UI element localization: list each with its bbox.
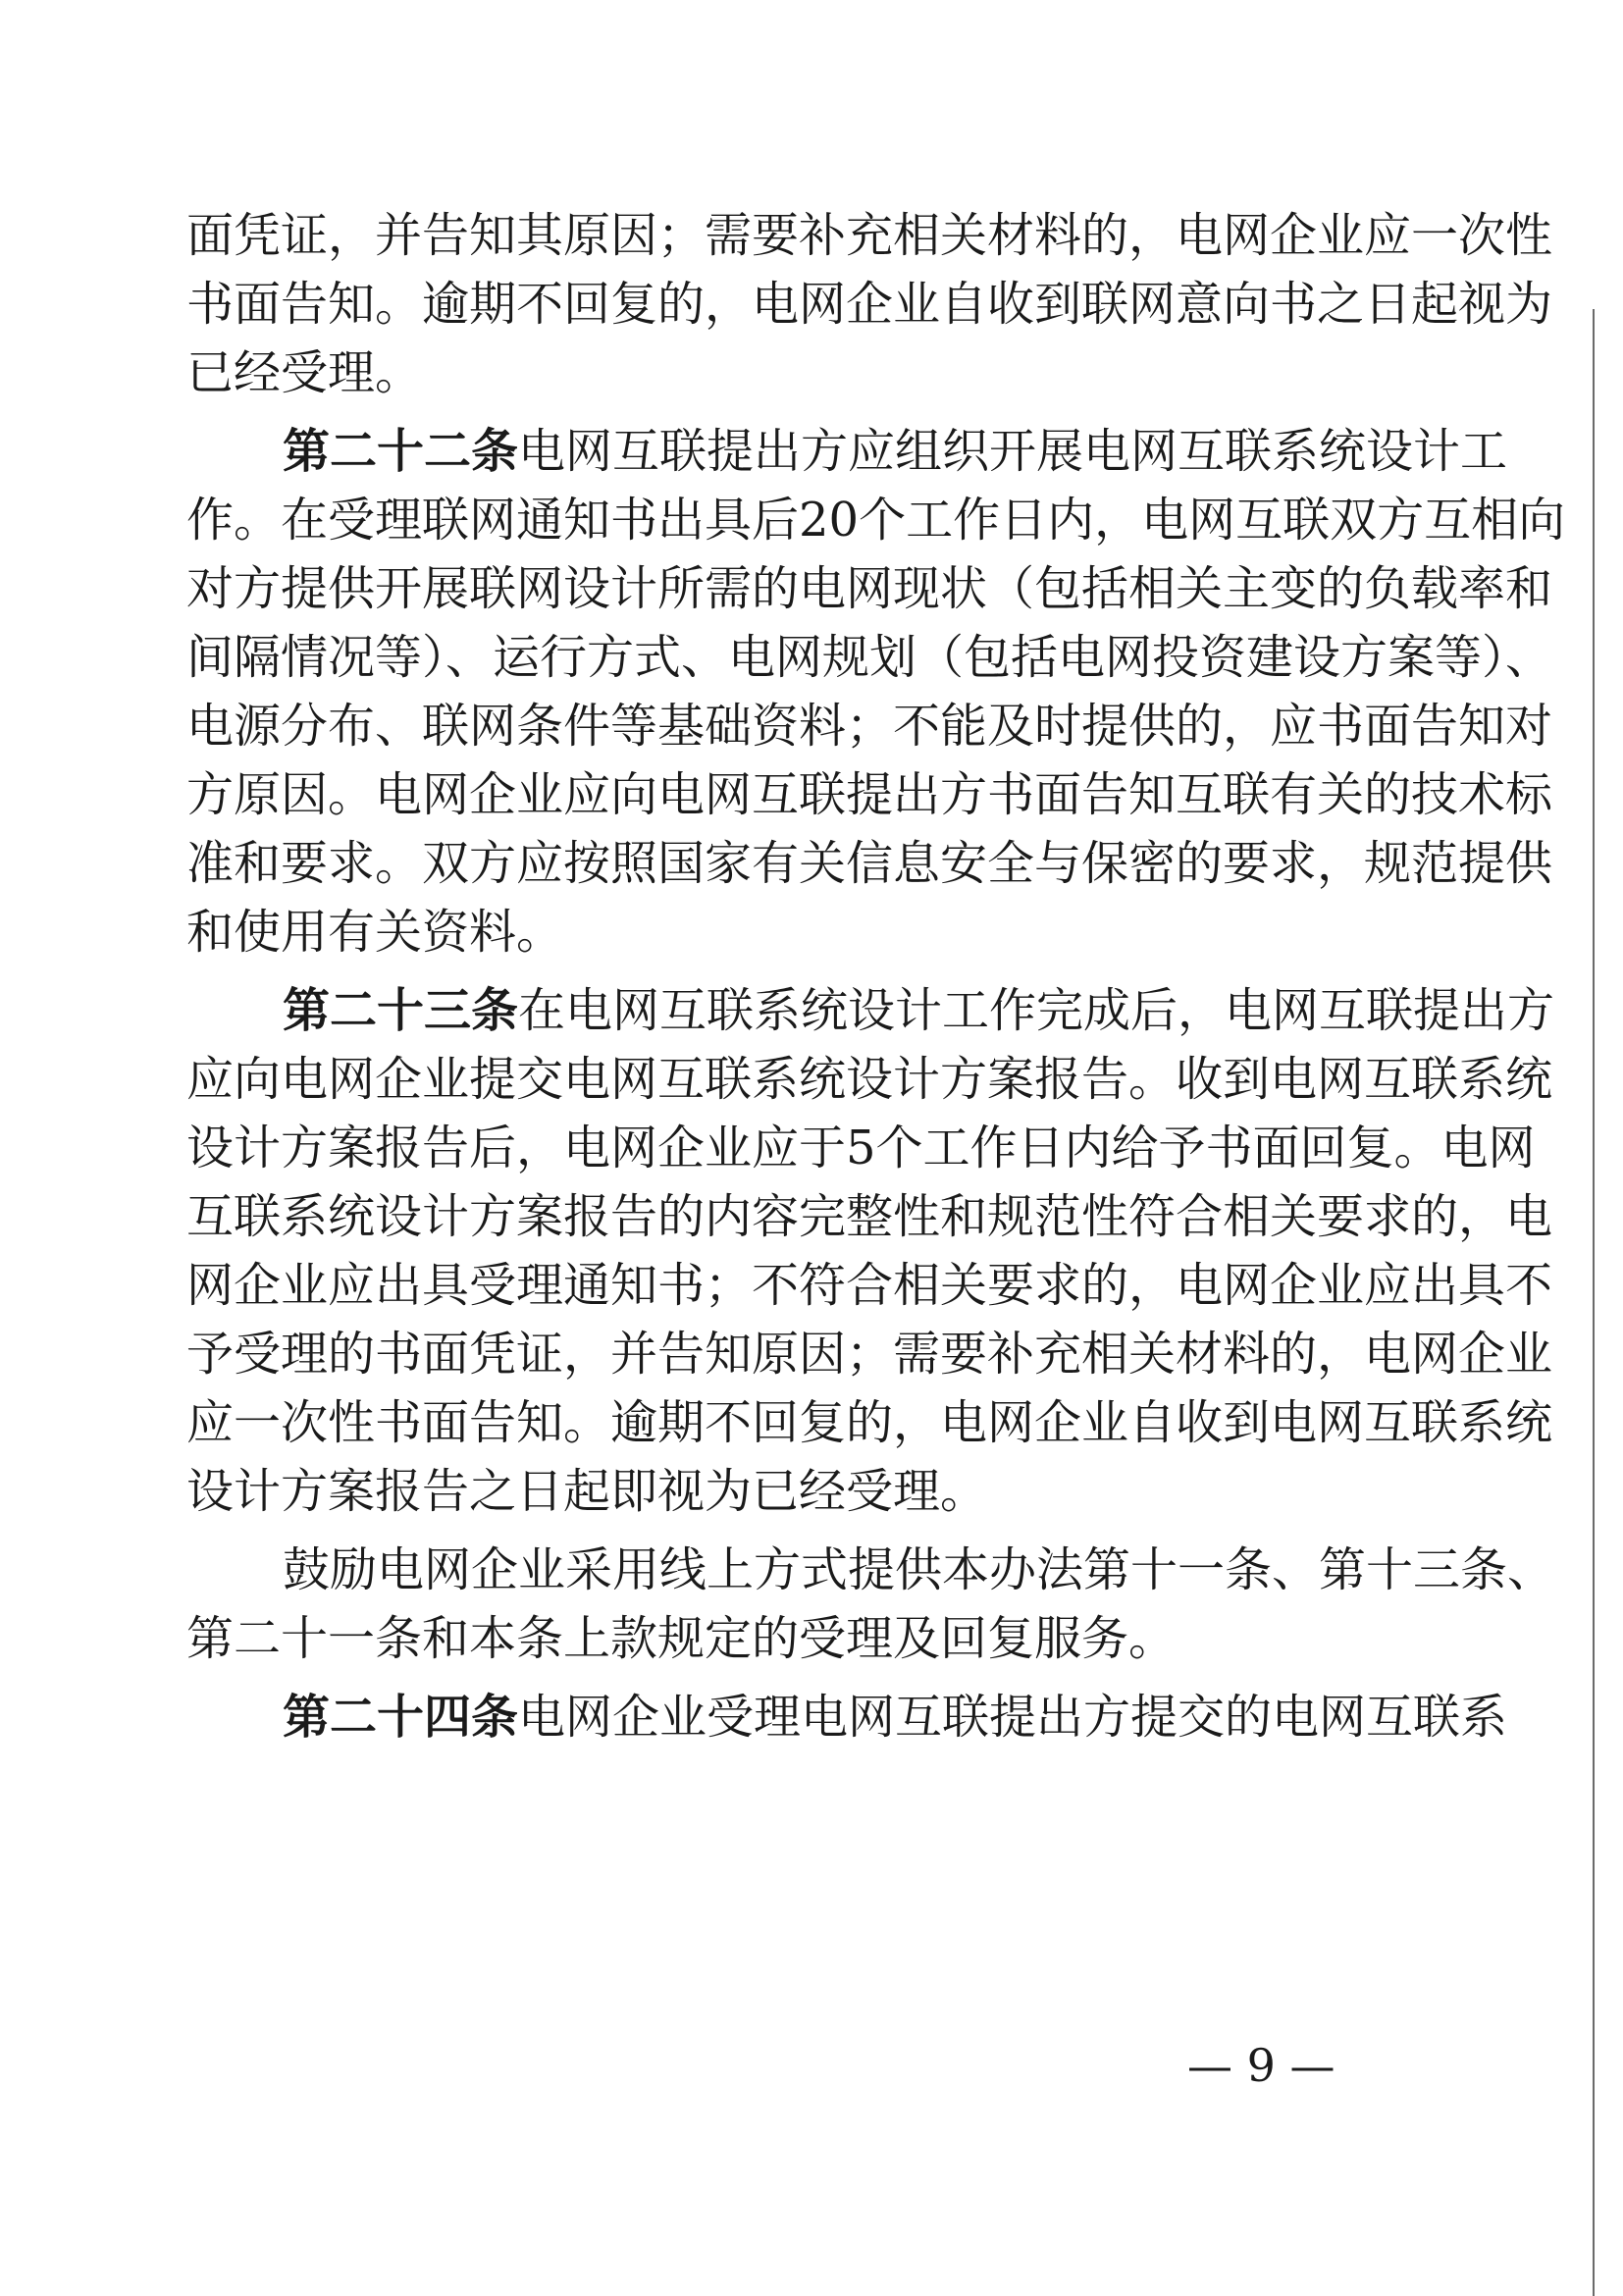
- article-23-text: 在电网互联系统设计工作完成后，电网互联提出方: [518, 983, 1555, 1038]
- body-text-line: 鼓励电网企业采用线上方式提供本办法第十一条、第十三条、: [283, 1542, 1555, 1597]
- page-number: — 9 —: [1187, 2039, 1335, 2092]
- body-text-line: 设计方案报告后，电网企业应于5个工作日内给予书面回复。电网: [186, 1121, 1536, 1175]
- body-text-line: 方原因。电网企业应向电网互联提出方书面告知互联有关的技术标: [186, 767, 1553, 822]
- article-24-text: 电网企业受理电网互联提出方提交的电网互联系: [518, 1690, 1508, 1745]
- body-text-line: 间隔情况等）、运行方式、电网规划（包括电网投资建设方案等）、: [186, 630, 1553, 685]
- article-23-heading: 第二十三条: [283, 983, 519, 1038]
- body-text-line: 应向电网企业提交电网互联系统设计方案报告。收到电网互联系统: [186, 1052, 1553, 1107]
- body-text-line: 准和要求。双方应按照国家有关信息安全与保密的要求，规范提供: [186, 836, 1553, 891]
- body-text-line: 对方提供开展联网设计所需的电网现状（包括相关主变的负载率和: [186, 561, 1553, 616]
- body-text-line: 互联系统设计方案报告的内容完整性和规范性符合相关要求的，电: [186, 1189, 1553, 1244]
- article-24-heading: 第二十四条: [283, 1690, 519, 1745]
- article-24-first-line: [283, 1678, 1508, 1756]
- body-text-line: 第二十一条和本条上款规定的受理及回复服务。: [186, 1611, 1177, 1666]
- article-23-first-line: [283, 971, 1555, 1050]
- body-text-line: 书面告知。逾期不回复的，电网企业自收到联网意向书之日起视为: [186, 277, 1553, 332]
- body-text-line: 予受理的书面凭证，并告知原因；需要补充相关材料的，电网企业: [186, 1327, 1553, 1382]
- article-22-text: 电网互联提出方应组织开展电网互联系统设计工: [518, 424, 1508, 479]
- body-text-line: 和使用有关资料。: [186, 905, 564, 960]
- body-text-line: 已经受理。: [186, 345, 423, 400]
- page-edge-line: [1593, 309, 1595, 2296]
- article-22-first-line: [283, 412, 1508, 491]
- article-22-heading: 第二十二条: [283, 424, 519, 479]
- body-text-line: 面凭证，并告知其原因；需要补充相关材料的，电网企业应一次性: [186, 208, 1553, 263]
- body-text-line: 电源分布、联网条件等基础资料；不能及时提供的，应书面告知对: [186, 699, 1553, 754]
- body-text-line: 设计方案报告之日起即视为已经受理。: [186, 1464, 988, 1519]
- body-text-line: 网企业应出具受理通知书；不符合相关要求的，电网企业应出具不: [186, 1258, 1553, 1313]
- body-text-line: 作。在受理联网通知书出具后20个工作日内，电网互联双方互相向: [186, 493, 1566, 548]
- body-text-line: 应一次性书面告知。逾期不回复的，电网企业自收到电网互联系统: [186, 1395, 1553, 1450]
